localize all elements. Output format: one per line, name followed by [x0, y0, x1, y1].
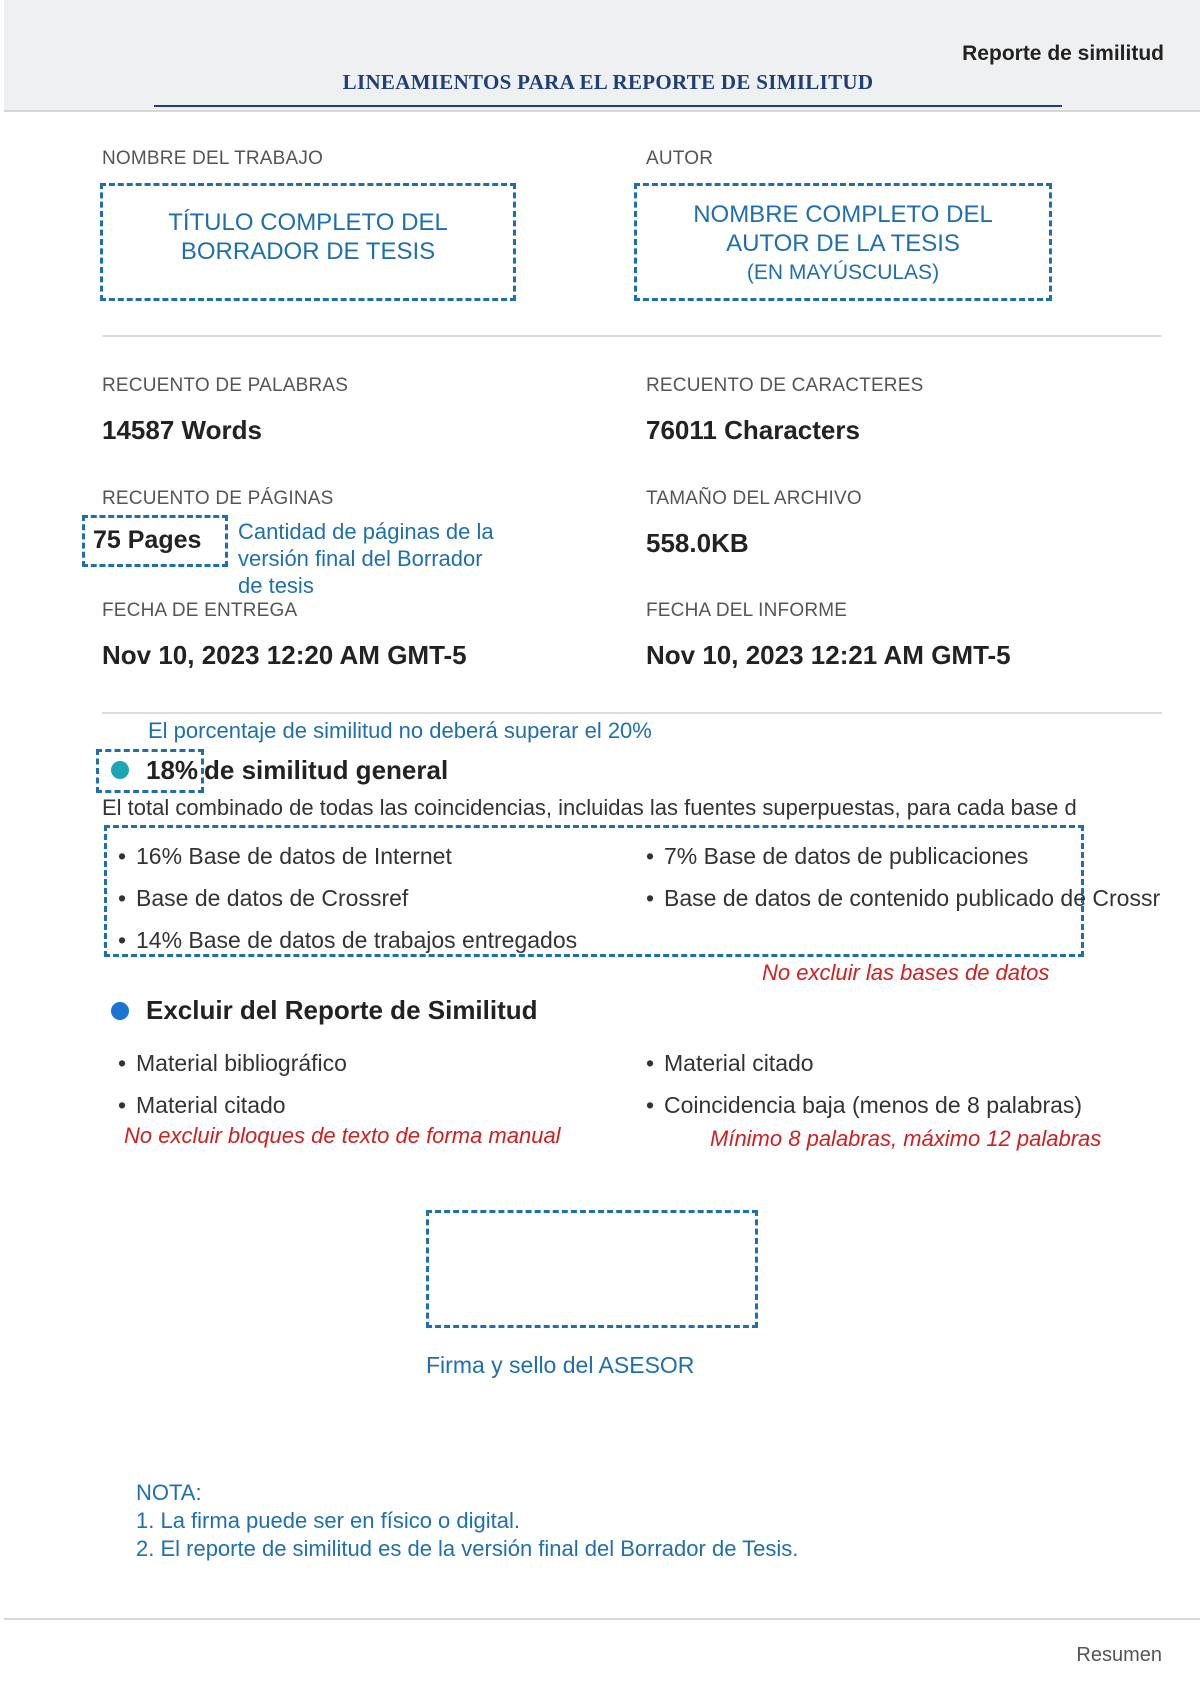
chars-label: RECUENTO DE CARACTERES [646, 375, 924, 396]
size-value: 558.0KB [646, 528, 749, 558]
exclude-item-cited-right: • Material citado [646, 1050, 814, 1076]
exclude-title: Excluir del Reporte de Similitud [146, 995, 538, 1025]
exclude-item-label: Material citado [136, 1092, 286, 1118]
db-item-label: 16% Base de datos de Internet [136, 843, 452, 869]
similarity-limit-note: El porcentaje de similitud no deberá superar el 20% [148, 718, 652, 743]
nota-line2: 2. El reporte de similitud es de la versión final del Borrador de Tesis. [136, 1536, 799, 1561]
nota-line1: 1. La firma puede ser en físico o digital. [136, 1508, 520, 1533]
db-item-publications: • 7% Base de datos de publicaciones [646, 843, 1029, 869]
exclude-item-small-matches: • Coincidencia baja (menos de 8 palabras) [646, 1092, 1083, 1118]
header-underline [154, 105, 1062, 107]
words-label: RECUENTO DE PALABRAS [102, 375, 349, 396]
exclude-item-label: Coincidencia baja (menos de 8 palabras) [664, 1092, 1083, 1118]
nota-title: NOTA: [136, 1480, 202, 1505]
size-label: TAMAÑO DEL ARCHIVO [646, 488, 862, 509]
submit-date-value: Nov 10, 2023 12:20 AM GMT-5 [102, 640, 467, 670]
pages-note [238, 518, 494, 599]
work-title-line1: TÍTULO COMPLETO DEL [168, 209, 448, 236]
pages-value: 75 Pages [93, 526, 202, 554]
db-exclusion-note: No excluir las bases de datos [762, 960, 1050, 985]
author-line1: NOMBRE COMPLETO DEL [693, 201, 993, 228]
page-header [4, 0, 1200, 112]
pages-note-line1: Cantidad de páginas de la [238, 519, 494, 544]
pages-note-line3: de tesis [238, 573, 314, 598]
author-label: AUTOR [646, 148, 714, 169]
header-report-label: Reporte de similitud [962, 42, 1164, 65]
author-line3: (EN MAYÚSCULAS) [746, 261, 940, 284]
report-date-label: FECHA DEL INFORME [646, 600, 848, 621]
work-title-box [100, 183, 516, 301]
exclude-item-label: Material citado [664, 1050, 814, 1076]
exclude-item-label: Material bibliográfico [136, 1050, 347, 1076]
chars-value: 76011 Characters [646, 415, 860, 445]
submit-date-label: FECHA DE ENTREGA [102, 600, 298, 621]
divider-2 [102, 712, 1162, 714]
footer-divider [4, 1618, 1200, 1620]
author-line2: AUTOR DE LA TESIS [726, 230, 960, 257]
exclude-manual-note: No excluir bloques de texto de forma manual [124, 1123, 561, 1148]
db-item-label: 7% Base de datos de publicaciones [664, 843, 1029, 869]
header-title: LINEAMIENTOS PARA EL REPORTE DE SIMILITUD [342, 70, 874, 94]
author-box [634, 183, 1052, 301]
similarity-description: El total combinado de todas las coincidencias, incluidas las fuentes superpuestas, para cada base d [102, 795, 1077, 820]
db-item-label: Base de datos de contenido publicado de Crossr [664, 885, 1161, 911]
report-date-value: Nov 10, 2023 12:21 AM GMT-5 [646, 640, 1011, 670]
similarity-title: de similitud general [204, 755, 449, 785]
db-item-submitted: • 14% Base de datos de trabajos entregados [118, 927, 578, 953]
signature-box [426, 1210, 758, 1328]
db-item-crossref-posted: • Base de datos de contenido publicado de Crossr [646, 885, 1161, 911]
similarity-percent: 18% [146, 755, 199, 785]
exclude-item-cited: • Material citado [118, 1092, 286, 1118]
work-title-line2: BORRADOR DE TESIS [180, 238, 436, 265]
db-item-label: Base de datos de Crossref [136, 885, 409, 911]
words-value: 14587 Words [102, 415, 262, 445]
db-item-label: 14% Base de datos de trabajos entregados [136, 927, 578, 953]
exclude-dot-icon [111, 1002, 129, 1020]
signature-caption: Firma y sello del ASESOR [426, 1352, 695, 1378]
footer-summary-label: Resumen [1076, 1644, 1162, 1666]
pages-label: RECUENTO DE PÁGINAS [102, 488, 334, 509]
exclude-words-note: Mínimo 8 palabras, máximo 12 palabras [710, 1126, 1102, 1151]
pages-value-box [82, 515, 228, 567]
exclude-item-bibliographic: • Material bibliográfico [118, 1050, 347, 1076]
similarity-dot-icon [111, 761, 129, 779]
divider-1 [102, 335, 1162, 337]
db-item-internet: • 16% Base de datos de Internet [118, 843, 452, 869]
db-item-crossref: • Base de datos de Crossref [118, 885, 409, 911]
work-name-label: NOMBRE DEL TRABAJO [102, 148, 324, 169]
pages-note-line2: versión final del Borrador [238, 546, 483, 571]
